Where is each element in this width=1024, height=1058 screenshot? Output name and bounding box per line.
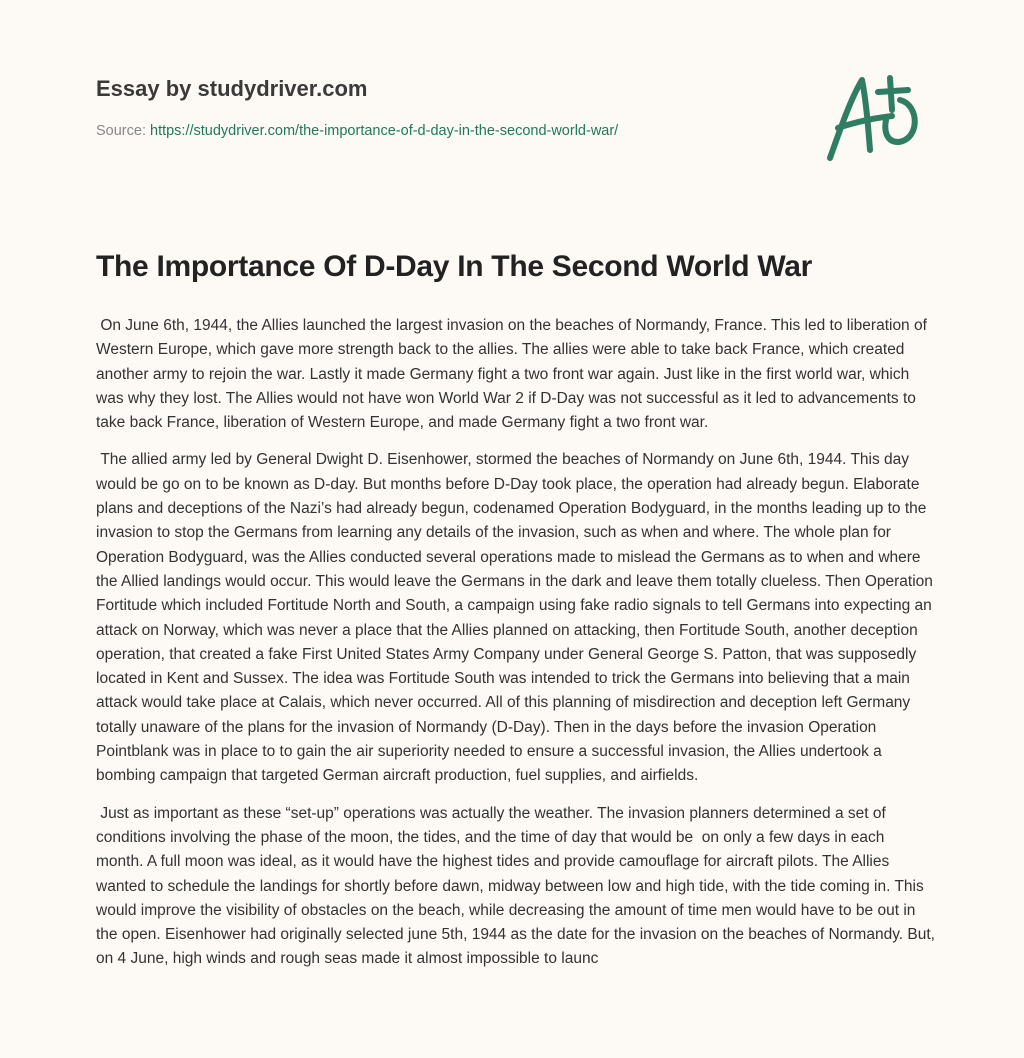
essay-title: The Importance Of D-Day In The Second World War	[96, 250, 812, 283]
source-label: Source:	[96, 123, 150, 139]
essay-paragraph: Just as important as these “set-up” operations was actually the weather. The invasion planners determined a set of conditions involving the phase of the moon, the tides, and the time of day that would be on only a few days in each month. A full moon was ideal, as it would have the highest tides and provide camouflage for aircraft pilots. The Allies wanted to schedule the landings for shortly before dawn, midway between low and high tide, with the tide coming in. This would improve the visibility of obstacles on the beach, while decreasing the amount of time men would have to be out in the open. Eisenhower had originally selected june 5th, 1944 as the date for the invasion on the beaches of Normandy. But, on 4 June, high winds and rough seas made it almost impossible to launc	[96, 804, 940, 968]
a-plus-logo-icon	[820, 70, 930, 166]
essay-paragraph: The allied army led by General Dwight D. Eisenhower, stormed the beaches of Normandy on June 6th, 1944. This day would be go on to be known as D-day. But months before D-Day took place, the operation had already begun. Elaborate plans and deceptions of the Nazi’s had already begun, codenamed Operation Bodyguard, in the months leading up to the invasion to stop the Germans from learning any details of the invasion, such as when and where. The whole plan for Operation Bodyguard, was the Allies conducted several operations made to mislead the Germans as to when and where the Allied landings would occur. This would leave the Germans in the dark and leave them totally clueless. Then Operation Fortitude which included Fortitude North and South, a campaign using fake radio signals to tell Germans into expecting an attack on Norway, which was never a place that the Allies planned on attacking, then Fortitude South, another deception operation, that created a fake First United States Army Company under General George S. Patton, that was supposedly located in Kent and Sussex. The idea was Fortitude South was intended to trick the Germans into believing that a main attack would take place at Calais, which never occurred. All of this planning of misdirection and deception left Germany totally unaware of the plans for the invasion of Normandy (D-Day). Then in the days before the invasion Operation Pointblank was in place to to gain the air superiority needed to ensure a successful invasion, the Allies undertook a bombing campaign that targeted German aircraft production, fuel supplies, and airfields.	[96, 451, 938, 785]
source-line	[96, 123, 618, 139]
essay-paragraph: On June 6th, 1944, the Allies launched the largest invasion on the beaches of Normandy, France. This led to liberation of Western Europe, which gave more strength back to the allies. The allies were able to take back France, which created another army to rejoin the war. Lastly it made Germany fight a two front war again. Just like in the first world war, which was why they lost. The Allies would not have won World War 2 if D-Day was not successful as it led to advancements to take back France, liberation of Western Europe, and made Germany fight a two front war.	[96, 317, 932, 432]
essay-body	[96, 314, 940, 985]
source-link[interactable]: https://studydriver.com/the-importance-of-d-day-in-the-second-world-war/	[150, 123, 619, 139]
site-brand: Essay by studydriver.com	[96, 76, 368, 101]
